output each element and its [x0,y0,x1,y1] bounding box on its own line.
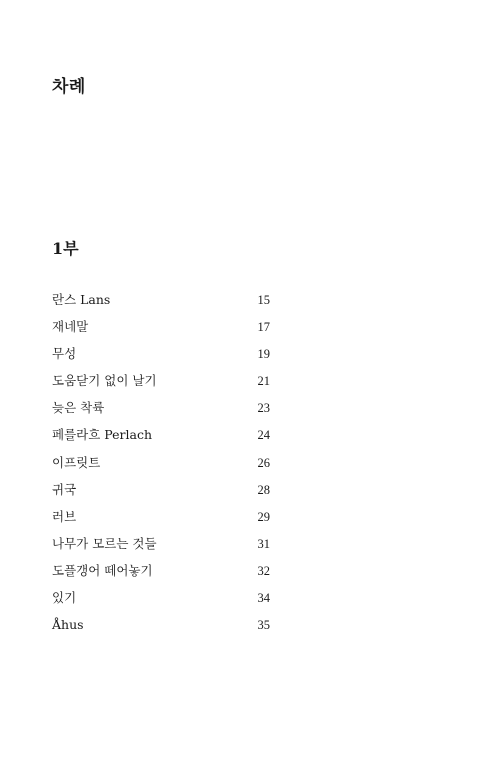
toc-entry-page: 17 [257,320,270,335]
toc-entry-page: 35 [257,618,270,633]
toc-entry-title: 나무가 모르는 것들 [52,535,157,551]
toc-entry-title: 이프릿트 [52,454,101,470]
toc-entry[interactable] [52,507,270,534]
toc-entry[interactable] [52,290,270,317]
part-heading: 1부 [52,239,79,258]
toc-entry-page: 24 [257,428,270,443]
toc-entry[interactable] [52,480,270,507]
toc-entry-page: 28 [257,482,270,497]
toc-entry-page: 29 [257,509,270,524]
toc-entry-title: 재네말 [52,319,89,335]
toc-entry-title: 늦은 착륙 [52,400,105,416]
toc-entry-page: 21 [257,374,270,389]
toc-entry[interactable] [52,534,270,561]
toc-entry[interactable] [52,561,270,588]
toc-entry-title: 도플갱어 떼어놓기 [52,562,153,578]
toc-entry-title: 있기 [52,590,77,606]
toc-entry-title: 귀국 [52,481,77,497]
toc-entry-page: 34 [257,591,270,606]
toc-entry-title: 러브 [52,508,77,524]
toc-entry-page: 15 [257,293,270,307]
toc-entry[interactable] [52,398,270,425]
toc-entry-page: 23 [257,401,270,416]
toc-entry-title: 도움닫기 없이 날기 [52,373,157,389]
toc-entry[interactable] [52,588,270,615]
toc-entry[interactable] [52,453,270,480]
toc-entry-page: 31 [257,536,270,551]
toc-entry[interactable] [52,615,270,642]
toc-entry-title: 페를라흐 Perlach [52,427,152,443]
toc-entry[interactable] [52,317,270,344]
toc-entry-title: 무성 [52,346,77,362]
toc-entry[interactable] [52,371,270,398]
toc-entry[interactable] [52,425,270,452]
page-title: 차례 [52,77,86,97]
toc-entry-page: 26 [257,455,270,470]
toc-entry-page: 32 [257,563,270,578]
toc-entry[interactable] [52,344,270,371]
toc-entry-title: Åhus [52,617,84,633]
toc-entry-page: 19 [257,347,270,362]
table-of-contents [52,290,270,642]
toc-entry-title: 란스 Lans [52,292,111,307]
